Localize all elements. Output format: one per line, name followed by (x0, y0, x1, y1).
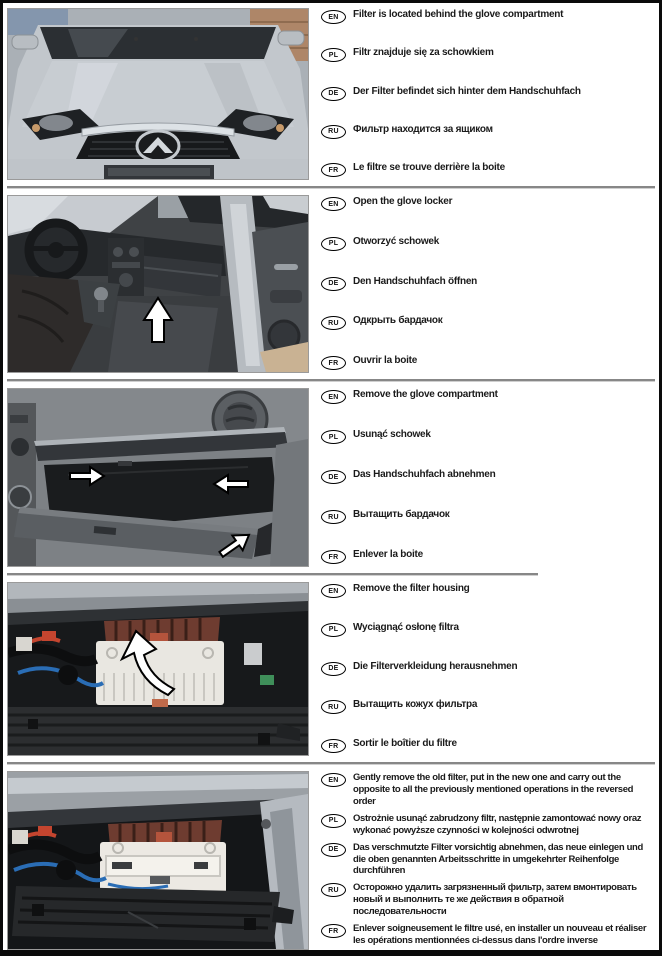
lang-badge-pl: PL (321, 623, 346, 637)
step-1-photo-car-front (7, 8, 309, 180)
instruction-text-ru: Вытащить бардачок (353, 509, 450, 520)
lang-badge-ru: RU (321, 700, 346, 714)
lang-line-de (321, 276, 655, 291)
instruction-text-de: Den Handschuhfach öffnen (353, 275, 478, 287)
lang-badge-pl: PL (321, 430, 346, 444)
lang-badge-fr: FR (321, 356, 346, 370)
row-divider-4 (7, 762, 655, 765)
row-divider-3 (7, 573, 538, 576)
lang-line-en (321, 196, 655, 211)
instruction-text-pl: Wyciągnąć osłonę filtra (353, 621, 459, 633)
lang-line-ru (321, 882, 655, 918)
instruction-text-en: Remove the glove compartment (353, 389, 498, 400)
lang-line-fr (321, 162, 655, 177)
step-2-photo-interior (7, 195, 309, 373)
lang-badge-pl: PL (321, 237, 346, 251)
instruction-text-pl: Otworzyć schowek (353, 235, 440, 247)
lang-line-de (321, 86, 655, 101)
step-row-3 (7, 388, 655, 567)
lang-badge-en: EN (321, 10, 346, 24)
lang-line-de (321, 842, 655, 878)
instruction-text-fr: Le filtre se trouve derrière la boite (353, 162, 505, 173)
lang-badge-en: EN (321, 773, 346, 787)
lang-badge-pl: PL (321, 48, 346, 62)
lang-badge-de: DE (321, 662, 346, 676)
step-4-texts (321, 582, 655, 756)
lang-badge-fr: FR (321, 739, 346, 753)
lang-line-pl (321, 622, 655, 637)
lang-badge-en: EN (321, 197, 346, 211)
lang-line-fr (321, 923, 655, 947)
instruction-text-fr: Ouvrir la boite (353, 355, 418, 366)
instruction-text-en: Open the glove locker (353, 196, 453, 207)
instruction-text-ru: Одкрыть бардачок (353, 315, 443, 327)
step-row-1 (7, 8, 655, 180)
lang-badge-ru: RU (321, 125, 346, 139)
interior-illustration (8, 196, 308, 372)
lang-badge-pl: PL (321, 814, 346, 828)
row-divider-1 (7, 186, 655, 189)
lang-line-pl (321, 47, 655, 62)
lang-line-pl (321, 813, 655, 837)
step-row-5 (7, 771, 655, 950)
instruction-text-fr: Sortir le boîtier du filtre (353, 738, 457, 749)
instruction-text-fr: Enlever soigneusement le filtre usé, en installer un nouveau et réaliser les opérations mentionnées ci-dessus dans l'ordre inverse (353, 923, 647, 947)
instruction-text-de: Die Filterverkleidung herausnehmen (353, 660, 518, 672)
instruction-text-de: Der Filter befindet sich hinter dem Handschuhfach (353, 85, 581, 97)
lang-line-pl (321, 429, 655, 444)
instruction-text-en: Remove the filter housing (353, 583, 470, 594)
step-3-photo-glovebox-open (7, 388, 309, 567)
instruction-text-pl: Filtr znajduje się za schowkiem (353, 47, 494, 59)
instruction-text-en: Filter is located behind the glove compartment (353, 9, 564, 20)
step-row-2 (7, 195, 655, 373)
instruction-text-ru: Осторожно удалить загрязненный фильтр, затем вмонтировать новый и выполнить те же действия в обратной последовательности (353, 882, 637, 918)
instruction-text-ru: Фильтр находится за ящиком (353, 123, 493, 135)
lang-line-ru (321, 315, 655, 330)
car-front-illustration (8, 9, 308, 179)
lang-badge-ru: RU (321, 316, 346, 330)
lang-line-fr (321, 738, 655, 753)
lang-badge-de: DE (321, 470, 346, 484)
lang-line-en (321, 583, 655, 598)
lang-badge-de: DE (321, 843, 346, 857)
filter-housing-illustration (8, 583, 308, 755)
lang-badge-en: EN (321, 390, 346, 404)
instruction-text-pl: Ostrożnie usunąć zabrudzony filtr, następnie zamontować nowy oraz wykonać powyższe czynności w kolejności odwrotnej (353, 812, 642, 836)
lang-line-en (321, 389, 655, 404)
lang-badge-en: EN (321, 584, 346, 598)
instruction-text-pl: Usunąć schowek (353, 429, 431, 440)
instruction-text-de: Das verschmutzte Filter vorsichtig abnehmen, das neue einlegen und die oben genannten Arbeitsschritte in umgekehrter Reihenfolge durchführen (353, 841, 643, 877)
instruction-sheet (3, 3, 659, 952)
step-5-photo-filter-drawer (7, 771, 309, 950)
lang-badge-ru: RU (321, 510, 346, 524)
lang-badge-de: DE (321, 87, 346, 101)
step-4-photo-filter-housing (7, 582, 309, 756)
instruction-text-fr: Enlever la boite (353, 549, 423, 560)
instruction-text-en: Gently remove the old filter, put in the new one and carry out the opposite to all the previously mentioned operations in the reversed order (353, 772, 634, 807)
step-3-texts (321, 388, 655, 567)
instruction-text-de: Das Handschuhfach abnehmen (353, 469, 496, 480)
glovebox-open-illustration (8, 389, 308, 566)
lang-line-fr (321, 355, 655, 370)
step-5-texts (321, 771, 655, 950)
lang-line-de (321, 469, 655, 484)
step-2-texts (321, 195, 655, 373)
lang-line-fr (321, 549, 655, 564)
lang-badge-fr: FR (321, 163, 346, 177)
step-row-4 (7, 582, 655, 756)
instruction-text-ru: Вытащить кожух фильтра (353, 699, 478, 711)
lang-badge-de: DE (321, 277, 346, 291)
step-1-texts (321, 8, 655, 180)
lang-line-pl (321, 236, 655, 251)
lang-line-ru (321, 124, 655, 139)
lang-line-de (321, 661, 655, 676)
filter-drawer-illustration (8, 772, 308, 949)
lang-line-en (321, 9, 655, 24)
lang-line-en (321, 772, 655, 808)
lang-badge-ru: RU (321, 883, 346, 897)
lang-line-ru (321, 699, 655, 714)
lang-line-ru (321, 509, 655, 524)
lang-badge-fr: FR (321, 924, 346, 938)
lang-badge-fr: FR (321, 550, 346, 564)
row-divider-2 (7, 379, 655, 382)
